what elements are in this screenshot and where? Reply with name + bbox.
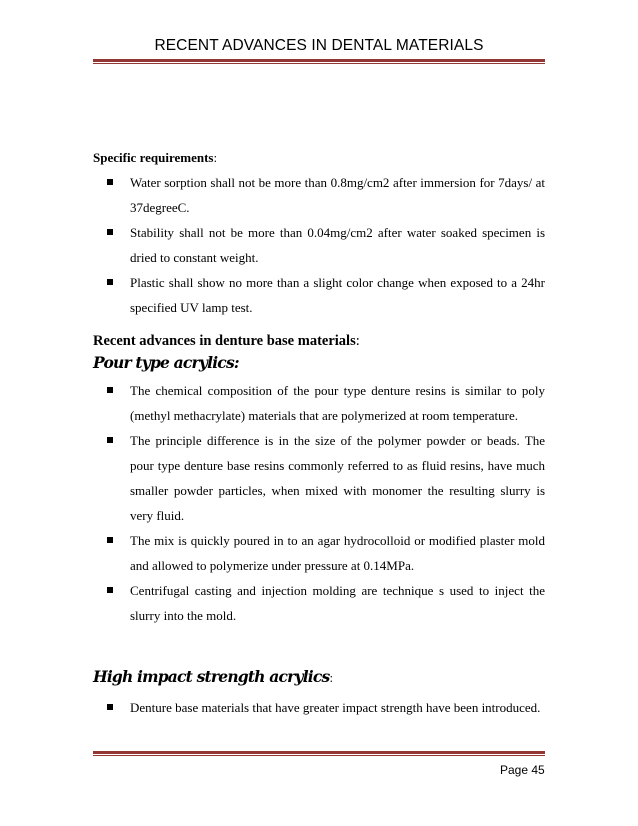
- header-rule: [93, 59, 545, 62]
- square-bullet-icon: [107, 704, 113, 710]
- list-item: [93, 695, 545, 720]
- list-item-text: Water sorption shall not be more than 0.8mg/cm2 after immersion for 7days/ at 37degreeC.: [130, 175, 545, 215]
- header-rule-thin: [93, 63, 545, 64]
- list-item: [93, 220, 545, 270]
- page-number-value: 45: [531, 763, 545, 777]
- footer-rule-thin: [93, 755, 545, 756]
- list-item-text: Centrifugal casting and injection molding are technique s used to inject the slurry into the mold.: [130, 583, 545, 623]
- square-bullet-icon: [107, 229, 113, 235]
- section-heading: [93, 150, 545, 166]
- requirements-list: [93, 170, 545, 320]
- list-item-text: The chemical composition of the pour type denture resins is similar to poly (methyl methacrylate) materials that are polymerized at room temperature.: [130, 383, 545, 423]
- list-item: [93, 428, 545, 528]
- high-impact-section: [93, 667, 545, 720]
- pour-type-list: [93, 378, 545, 628]
- list-item-text: Stability shall not be more than 0.04mg/cm2 after water soaked specimen is dried to constant weight.: [130, 225, 545, 265]
- square-bullet-icon: [107, 387, 113, 393]
- footer-rule: [93, 751, 545, 754]
- list-item: [93, 270, 545, 320]
- list-item-text: The mix is quickly poured in to an agar hydrocolloid or modified plaster mold and allowed to polymerize under pressure at 0.14MPa.: [130, 533, 545, 573]
- page-number: [500, 763, 545, 777]
- list-item-text: The principle difference is in the size of the polymer powder or beads. The pour type denture base resins commonly referred to as fluid resins, have much smaller powder particles, when mixed with monomer the resulting slurry is very fluid.: [130, 433, 545, 523]
- section-heading: [93, 667, 545, 687]
- heading-text: Specific requirements: [93, 150, 214, 165]
- list-item: [93, 528, 545, 578]
- page-header-title: RECENT ADVANCES IN DENTAL MATERIALS: [154, 37, 484, 54]
- pour-type-section: [93, 353, 545, 628]
- heading-suffix: :: [329, 670, 334, 685]
- list-item: [93, 378, 545, 428]
- heading-text: Recent advances in denture base materials: [93, 333, 356, 349]
- list-item: [93, 170, 545, 220]
- square-bullet-icon: [107, 537, 113, 543]
- section-heading: Pour type acrylics:: [93, 353, 239, 372]
- list-item-text: Plastic shall show no more than a slight color change when exposed to a 24hr specified UV lamp test.: [130, 275, 545, 315]
- heading-suffix: :: [213, 150, 218, 165]
- square-bullet-icon: [107, 179, 113, 185]
- page-label: Page: [500, 763, 529, 777]
- high-impact-list: [93, 695, 545, 720]
- specific-requirements-section: [93, 150, 545, 320]
- square-bullet-icon: [107, 437, 113, 443]
- list-item: [93, 578, 545, 628]
- heading-text: High impact strength acrylics: [93, 667, 330, 686]
- heading-suffix: :: [355, 333, 360, 349]
- list-item-text: Denture base materials that have greater impact strength have been introduced.: [130, 700, 541, 715]
- square-bullet-icon: [107, 279, 113, 285]
- recent-advances-heading: [93, 333, 545, 350]
- square-bullet-icon: [107, 587, 113, 593]
